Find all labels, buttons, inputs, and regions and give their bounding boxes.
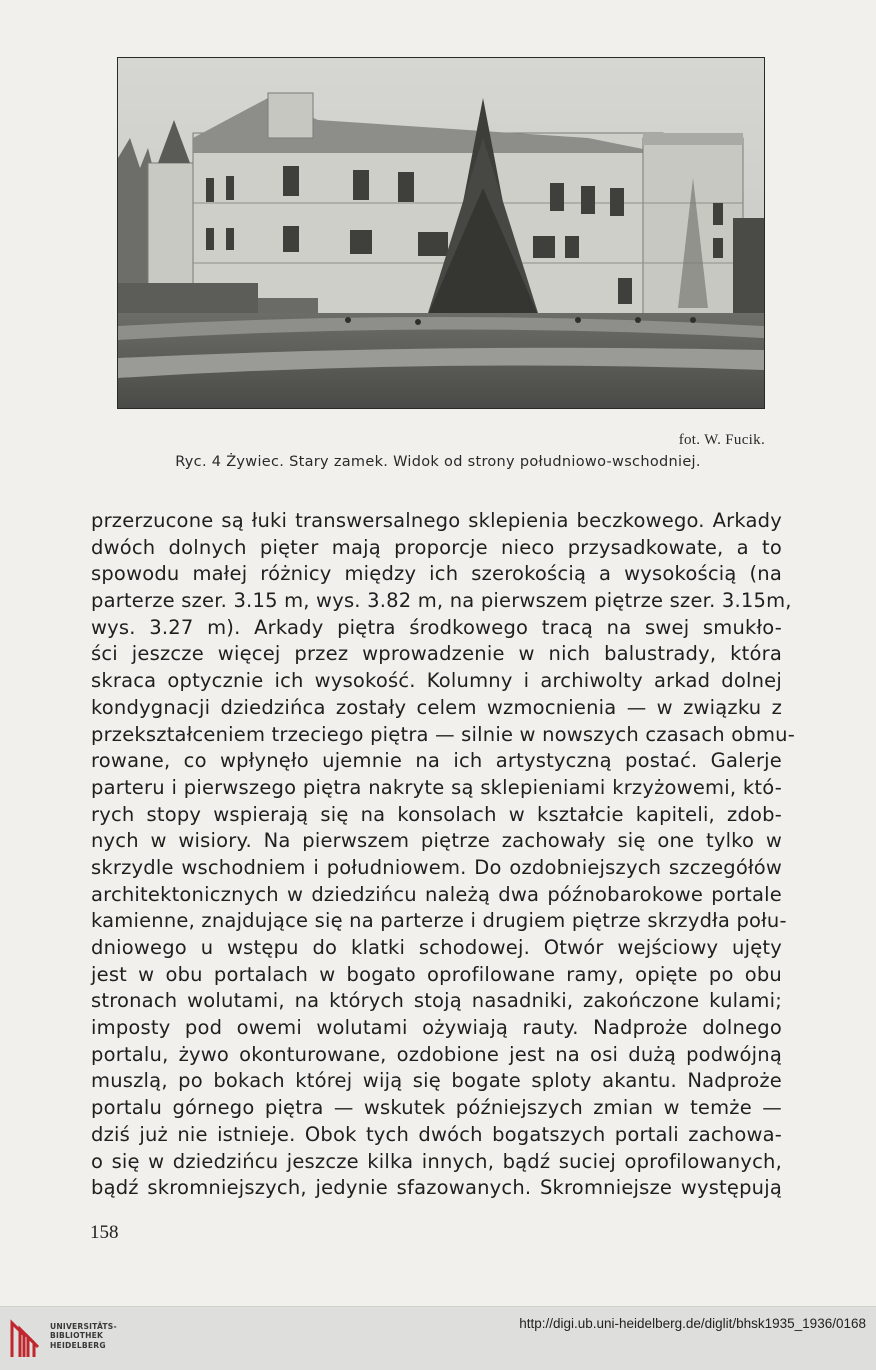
- text-line: dziś już nie istnieje. Obok tych dwóch bogatszych portali zachowa-: [91, 1122, 782, 1146]
- text-line: rowane, co wpłynęło ujemnie na ich artystyczną postać. Galerje: [91, 749, 782, 773]
- body-text: [91, 508, 795, 1202]
- text-line: portalu górnego piętra — wskutek późniejszych zmian w temże —: [91, 1096, 782, 1120]
- text-line: skrzydle wschodniem i południowem. Do ozdobniejszych szczegółów: [91, 855, 782, 879]
- text-line: przerzucone są łuki transwersalnego sklepienia beczkowego. Arkady: [91, 509, 782, 532]
- text-line: spowodu małej różnicy między ich szerokością a wysokością (na: [91, 562, 782, 586]
- footer-bar: [0, 1306, 876, 1370]
- text-line: kamienne, znajdujące się na parterze i drugiem piętrze skrzydła połu-: [91, 909, 787, 933]
- text-line: wys. 3.27 m). Arkady piętra środkowego tracą na swej smukło-: [91, 615, 782, 639]
- text-line: parterze szer. 3.15 m, wys. 3.82 m, na pierwszem piętrze szer. 3.15m,: [91, 589, 792, 613]
- text-line: nych w wisiory. Na pierwszem piętrze zachowały się one tylko w: [91, 829, 782, 853]
- text-line: kondygnacji dziedzińca zostały celem wzmocnienia — w związku z: [91, 695, 782, 719]
- text-line: parteru i pierwszego piętra nakryte są sklepieniami krzyżowemi, któ-: [91, 775, 782, 799]
- page-number: 158: [90, 1222, 119, 1243]
- text-line: rych stopy wspierają się na konsolach w kształcie kapiteli, zdob-: [91, 802, 782, 826]
- library-name-line2: BIBLIOTHEK: [50, 1331, 104, 1341]
- text-line: architektonicznych w dziedzińcu należą dwa późnobarokowe portale: [91, 882, 782, 906]
- text-line: jest w obu portalach w bogato oprofilowane ramy, opięte po obu: [91, 962, 782, 986]
- text-line: przekształceniem trzeciego piętra — silnie w nowszych czasach obmu-: [91, 722, 795, 746]
- text-line: portalu, żywo okonturowane, ozdobione jest na osi dużą podwójną: [91, 1042, 782, 1066]
- text-line: ści jeszcze więcej przez wprowadzenie w nich balustrady, która: [91, 642, 782, 666]
- castle-photo: [117, 57, 765, 409]
- library-logo-icon: [8, 1317, 42, 1361]
- figure-caption: Ryc. 4 Żywiec. Stary zamek. Widok od strony południowo-wschodniej.: [175, 454, 701, 470]
- text-line: dniowego u wstępu do klatki schodowej. Otwór wejściowy ujęty: [91, 936, 782, 959]
- library-name-line3: HEIDELBERG: [50, 1340, 106, 1350]
- text-line: imposty pod owemi wolutami ożywiają rauty. Nadproże dolnego: [91, 1016, 782, 1040]
- library-name: [50, 1322, 117, 1350]
- text-line: stronach wolutami, na których stoją nasadniki, zakończone kulami;: [91, 989, 782, 1013]
- photo-credit: fot. W. Fucik.: [678, 432, 765, 448]
- text-line: bądź skromniejszych, jedynie sfazowanych. Skromniejsze występują: [91, 1176, 782, 1200]
- library-name-line1: UNIVERSITÄTS-: [50, 1322, 117, 1331]
- text-line: o się w dziedzińcu jeszcze kilka innych, bądź suciej oprofilowanych,: [91, 1149, 782, 1173]
- text-line: muszlą, po bokach której wiją się bogate sploty akantu. Nadproże: [91, 1069, 782, 1093]
- text-line: skraca optycznie ich wysokość. Kolumny i archiwolty arkad dolnej: [91, 669, 782, 693]
- castle-illustration: [118, 58, 764, 408]
- source-url-link[interactable]: http://digi.ub.uni-heidelberg.de/diglit/bhsk1935_1936/0168: [519, 1316, 866, 1331]
- text-line: dwóch dolnych pięter mają proporcje nieco przysadkowate, a to: [91, 535, 782, 559]
